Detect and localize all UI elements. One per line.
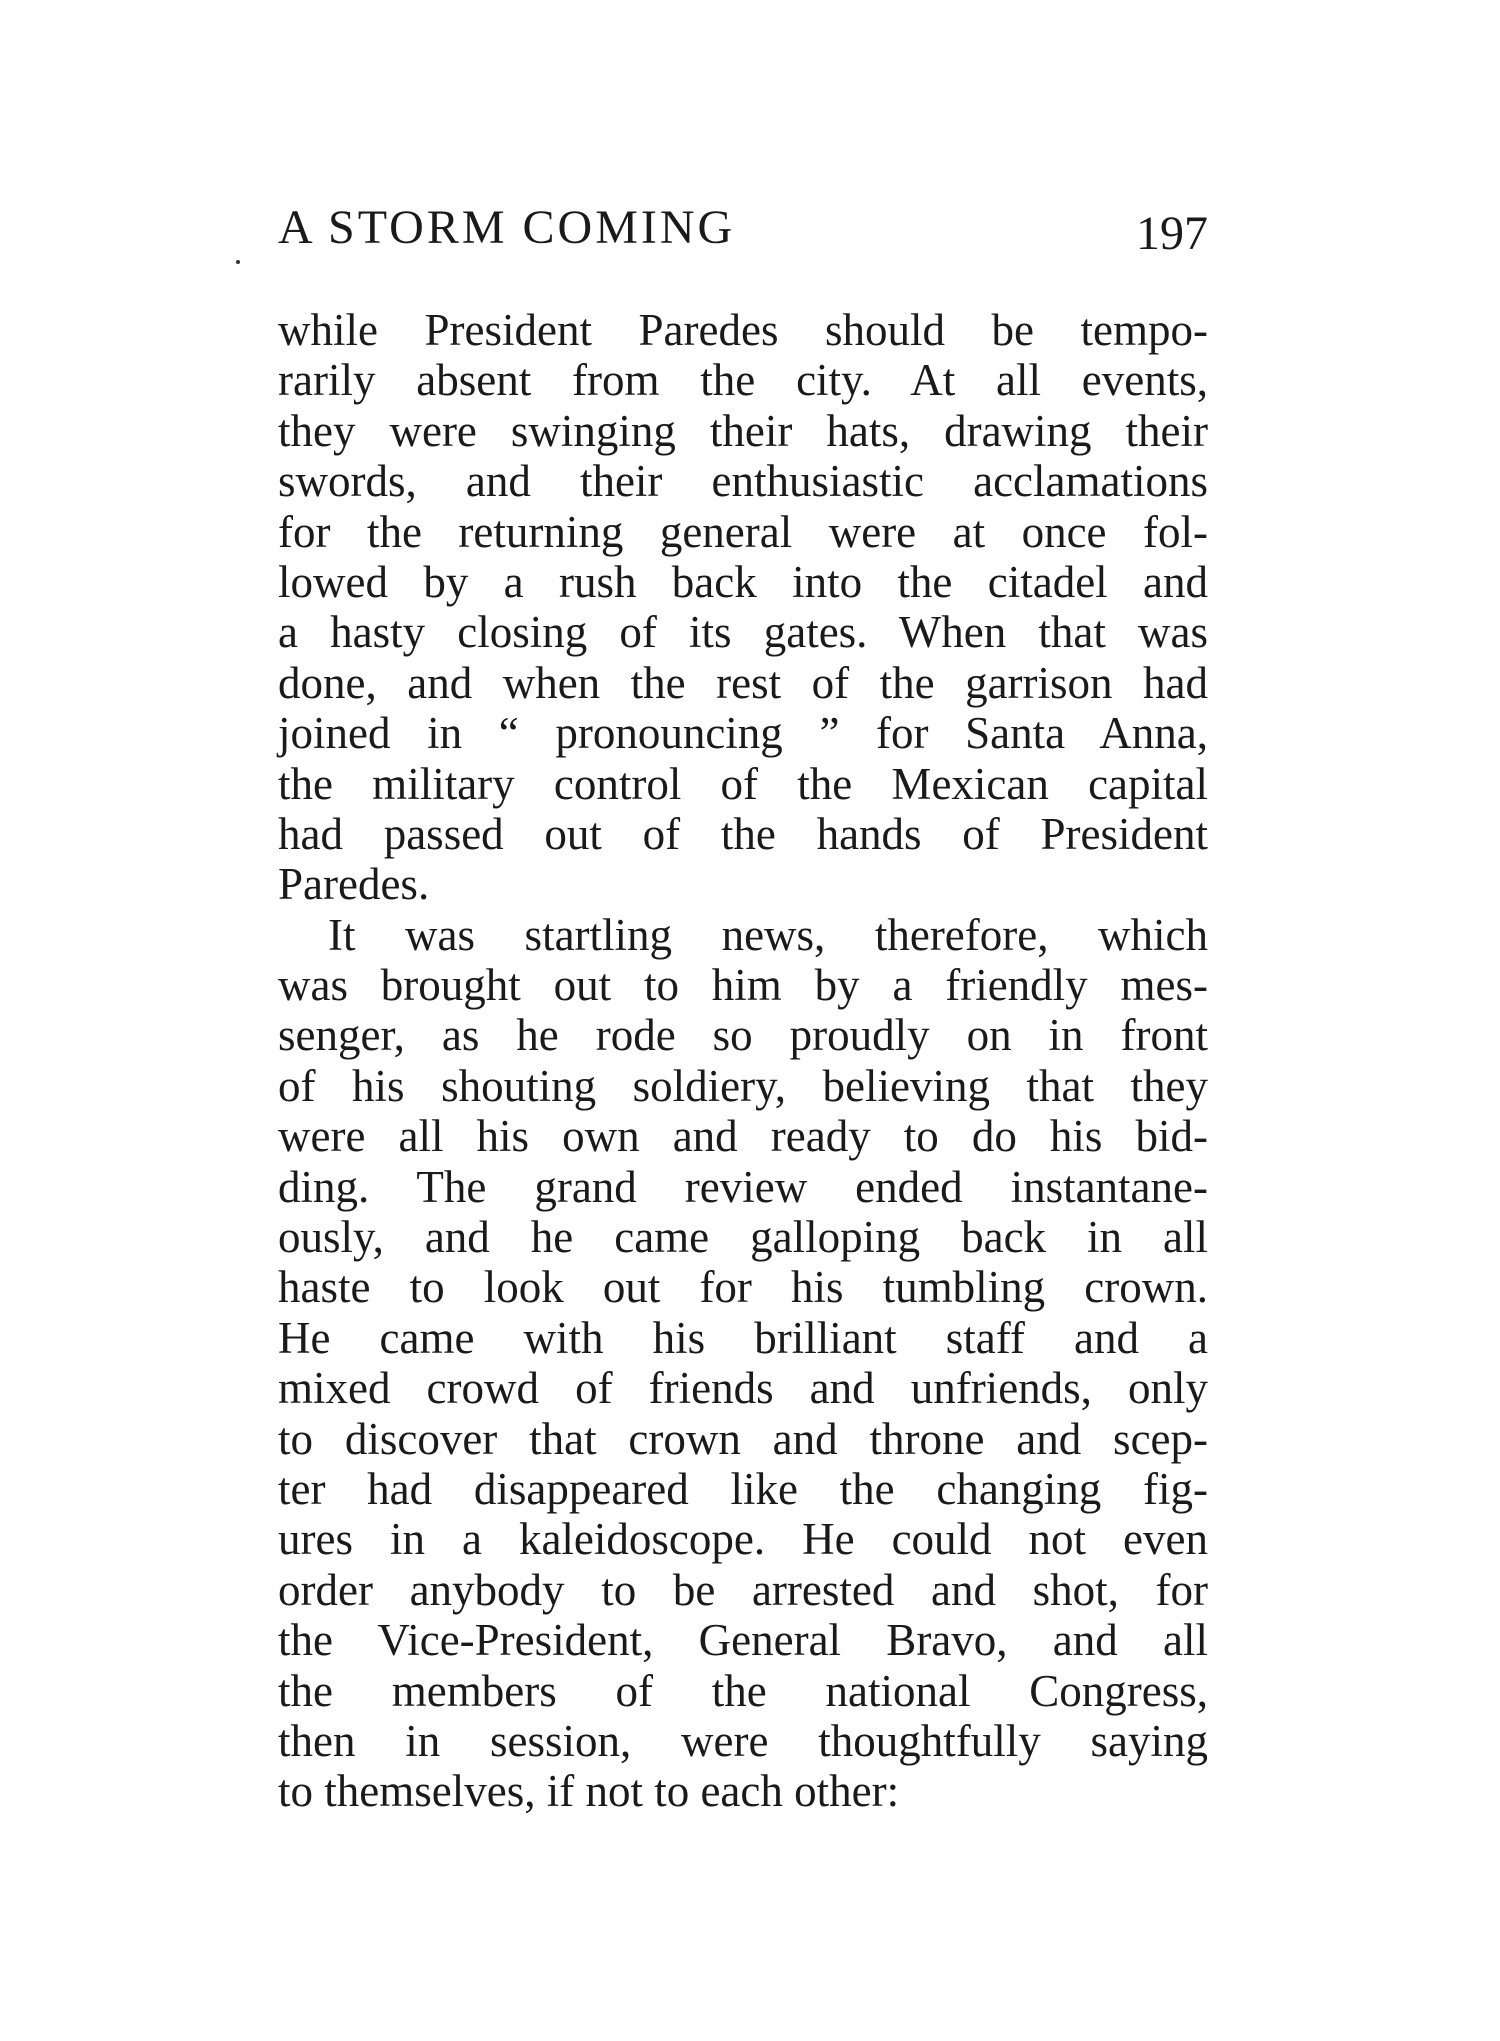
text-line: to themselves, if not to each other: — [278, 1766, 900, 1817]
text-line: It was startling news, therefore, which — [328, 909, 1208, 960]
running-title: A STORM COMING — [278, 201, 736, 254]
text-line: mixed crowd of friends and unfriends, only — [278, 1363, 1208, 1414]
text-line: the military control of the Mexican capital — [278, 758, 1208, 809]
page-header — [278, 198, 1208, 268]
text-line: rarily absent from the city. At all events, — [278, 355, 1208, 406]
text-line: ures in a kaleidoscope. He could not even — [278, 1514, 1208, 1565]
text-line: of his shouting soldiery, believing that they — [278, 1060, 1208, 1111]
text-line: they were swinging their hats, drawing their — [278, 405, 1208, 456]
text-line: were all his own and ready to do his bid- — [278, 1111, 1208, 1162]
text-line: done, and when the rest of the garrison had — [278, 657, 1208, 708]
text-line: Paredes. — [278, 859, 430, 910]
text-line: had passed out of the hands of President — [278, 808, 1208, 859]
text-line: to discover that crown and throne and scep- — [278, 1413, 1208, 1464]
text-line: the Vice-President, General Bravo, and all — [278, 1615, 1208, 1666]
text-line: senger, as he rode so proudly on in front — [278, 1010, 1208, 1061]
text-line: ter had disappeared like the changing fig- — [278, 1463, 1208, 1514]
text-line: ding. The grand review ended instantane- — [278, 1161, 1208, 1212]
text-line: He came with his brilliant staff and a — [278, 1312, 1208, 1363]
text-line: lowed by a rush back into the citadel and — [278, 556, 1208, 607]
text-line: for the returning general were at once fol- — [278, 506, 1208, 557]
paragraph-2 — [278, 910, 1208, 1817]
text-line: order anybody to be arrested and shot, for — [278, 1564, 1208, 1615]
paragraph-1 — [278, 305, 1208, 910]
text-line: the members of the national Congress, — [278, 1665, 1208, 1716]
text-line: joined in “ pronouncing ” for Santa Anna, — [278, 708, 1208, 759]
text-line: while President Paredes should be tempo- — [278, 305, 1208, 355]
body-text — [278, 305, 1208, 1817]
text-line: a hasty closing of its gates. When that was — [278, 607, 1208, 658]
text-line: was brought out to him by a friendly mes- — [278, 960, 1208, 1011]
text-line: ously, and he came galloping back in all — [278, 1212, 1208, 1263]
text-line: haste to look out for his tumbling crown. — [278, 1262, 1208, 1313]
print-speck — [236, 260, 240, 264]
page-number: 197 — [1136, 207, 1208, 260]
text-line: swords, and their enthusiastic acclamations — [278, 456, 1208, 507]
text-line: then in session, were thoughtfully saying — [278, 1715, 1208, 1766]
